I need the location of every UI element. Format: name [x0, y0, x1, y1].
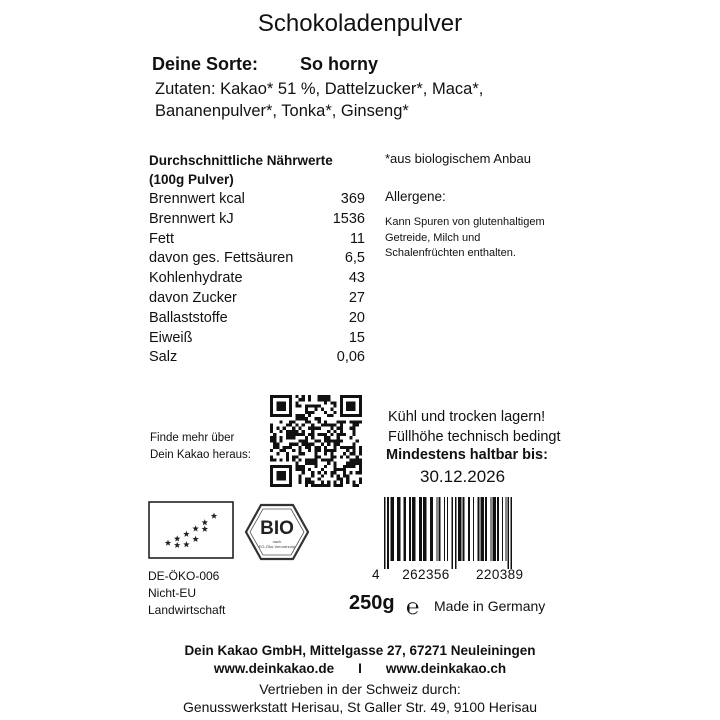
website-line	[0, 661, 720, 676]
nutrition-row	[149, 190, 365, 210]
nutrition-label: Salz	[149, 349, 178, 366]
nutrition-value: 6,5	[344, 250, 365, 267]
estimated-sign-icon: ℮	[406, 594, 420, 619]
nutrition-table	[149, 190, 365, 368]
product-title: Schokoladenpulver	[257, 10, 463, 37]
nutrition-row	[149, 348, 365, 368]
bio-seal-text: BIO	[260, 518, 294, 539]
barcode-digit-1: 4	[372, 567, 380, 582]
nutrition-value: 20	[348, 309, 365, 326]
qr-code[interactable]	[270, 395, 362, 487]
nutrition-label: Fett	[149, 230, 174, 247]
nutrition-row	[149, 329, 365, 349]
website-de-link[interactable]: www.deinkakao.de	[213, 661, 335, 676]
nutrition-row	[149, 289, 365, 309]
barcode-group-1: 262356	[402, 567, 450, 582]
organic-footnote: *aus biologischem Anbau	[385, 151, 531, 166]
fill-level-line: Füllhöhe technisch bedingt	[388, 429, 561, 445]
eu-organic-logo	[148, 501, 234, 559]
nutrition-heading-line-2: (100g Pulver)	[149, 172, 234, 187]
made-in-text: Made in Germany	[434, 598, 546, 614]
nutrition-value: 369	[340, 191, 365, 207]
nutrition-label: Kohlenhydrate	[149, 270, 243, 287]
origin-line-1: Nicht-EU	[148, 586, 197, 600]
barcode-number	[372, 567, 523, 582]
nutrition-label: davon Zucker	[149, 289, 237, 306]
certification-info	[148, 568, 225, 619]
nutrition-label: Brennwert kcal	[149, 191, 245, 207]
nutrition-value: 11	[349, 230, 365, 247]
storage-line: Kühl und trocken lagern!	[388, 409, 546, 425]
allergen-text: Kann Spuren von glutenhaltigem Getreide, Milch und Schalenfrüchten enthalten.	[385, 216, 545, 259]
nutrition-label: Eiweiß	[149, 329, 193, 346]
nutrition-value: 43	[348, 270, 365, 287]
control-code: DE-ÖKO-006	[148, 569, 220, 583]
nutrition-row	[149, 210, 365, 230]
nutrition-value: 15	[348, 329, 365, 346]
barcode	[376, 497, 552, 569]
nutrition-heading	[149, 151, 333, 189]
origin-line-2: Landwirtschaft	[148, 603, 226, 617]
nutrition-row	[149, 309, 365, 329]
nutrition-row	[149, 269, 365, 289]
bio-seal-small-1: nach	[272, 539, 282, 544]
bio-seal-logo	[244, 503, 310, 561]
nutrition-value: 27	[348, 289, 365, 306]
allergen-heading: Allergene:	[385, 189, 446, 204]
best-before-date: 30.12.2026	[420, 467, 506, 486]
nutrition-row	[149, 249, 365, 269]
nutrition-value: 1536	[332, 210, 365, 227]
distributor-address: Genusswerkstatt Herisau, St Galler Str. 49, 9100 Herisau	[182, 699, 538, 715]
distribution-label: Vertrieben in der Schweiz durch:	[259, 681, 461, 697]
nutrition-label: davon ges. Fettsäuren	[149, 250, 294, 267]
ingredients-text: Zutaten: Kakao* 51 %, Dattelzucker*, Maca*, Bananenpulver*, Tonka*, Ginseng*	[155, 80, 484, 120]
nutrition-value: 0,06	[336, 349, 365, 366]
website-separator: I	[358, 661, 362, 676]
nutrition-row	[149, 230, 365, 250]
nutrition-label: Brennwert kJ	[149, 210, 234, 227]
sorte-label: Deine Sorte:	[152, 54, 259, 74]
barcode-group-2: 220389	[476, 567, 524, 582]
website-ch-link[interactable]: www.deinkakao.ch	[385, 661, 507, 676]
best-before-label: Mindestens haltbar bis:	[386, 447, 548, 463]
qr-caption: Finde mehr über Dein Kakao heraus:	[150, 432, 252, 461]
sorte-value: So horny	[300, 54, 379, 74]
storage-info	[388, 407, 561, 447]
nutrition-heading-line-1: Durchschnittliche Nährwerte	[149, 153, 333, 168]
nutrition-label: Ballaststoffe	[149, 309, 228, 326]
bio-seal-small-2: EG-Öko-Verordnung	[258, 544, 296, 549]
net-weight: 250g	[349, 592, 395, 614]
company-address: Dein Kakao GmbH, Mittelgasse 27, 67271 Neuleiningen	[184, 643, 536, 658]
